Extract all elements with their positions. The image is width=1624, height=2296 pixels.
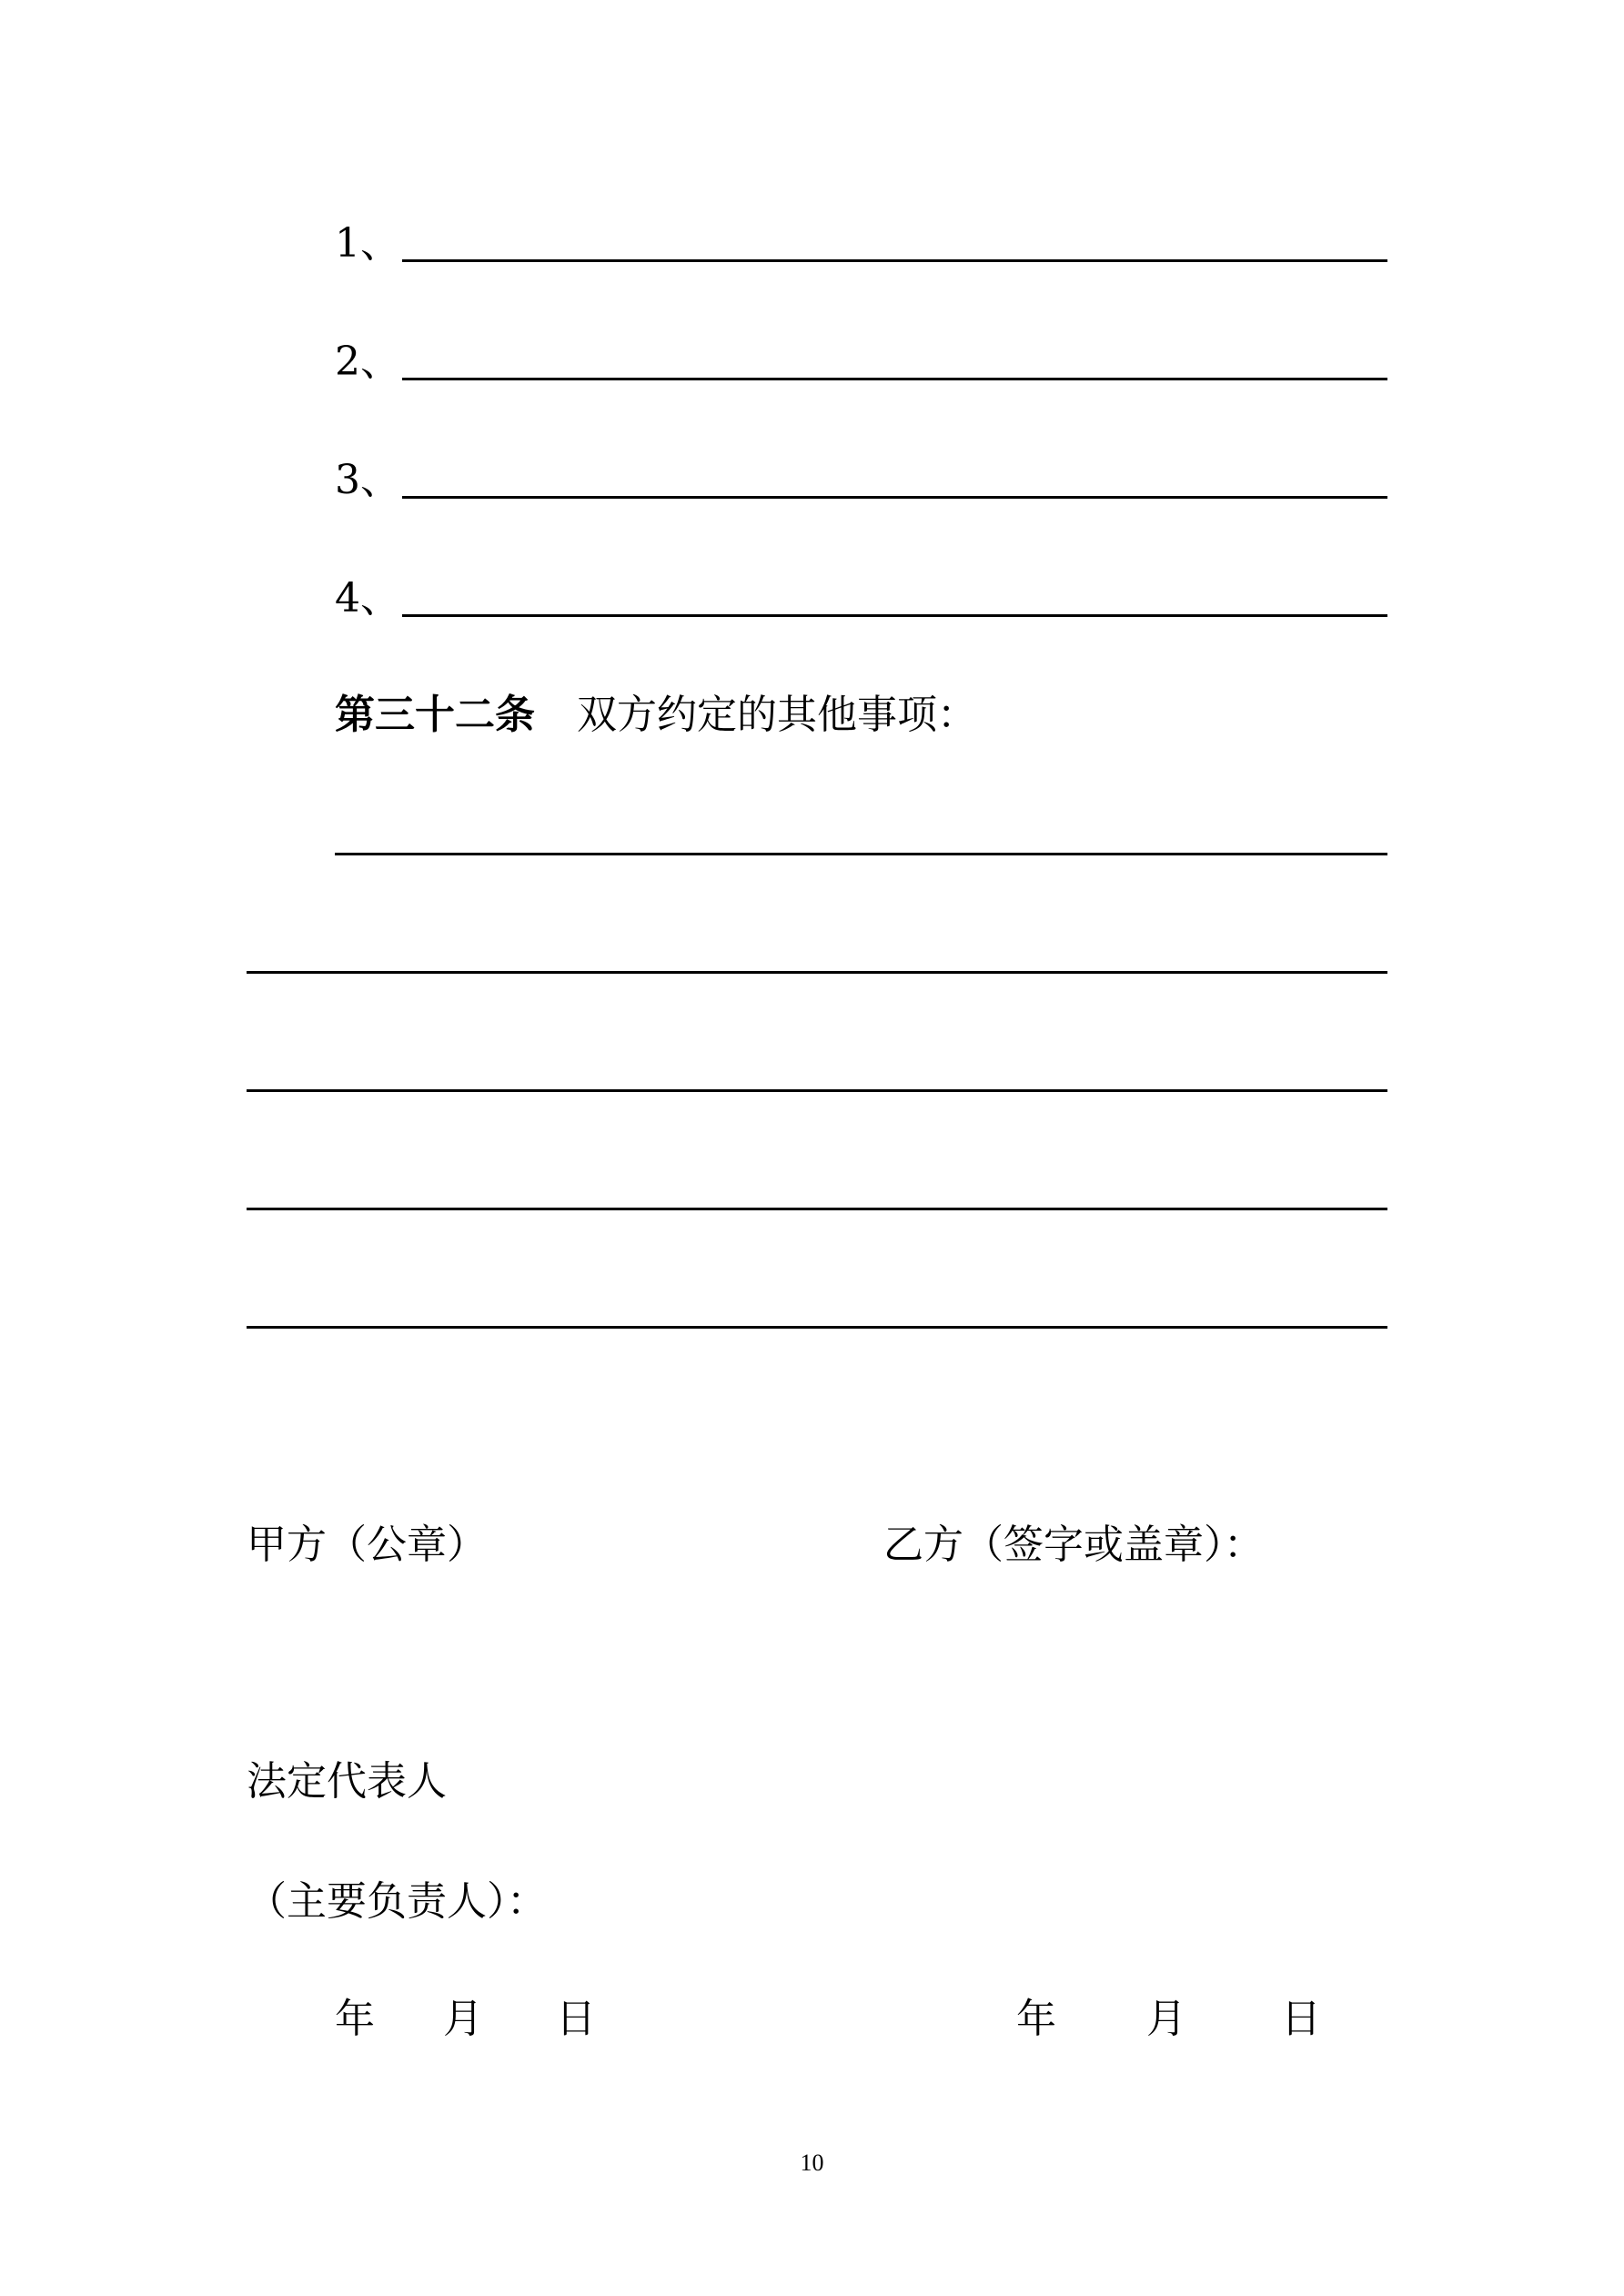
date-b-month: 月 [1146,1996,1186,2042]
article-heading [335,692,977,738]
fill-line-other-1[interactable] [335,853,1387,855]
date-a-year: 年 [335,1996,375,2042]
page-number: 10 [800,2149,824,2176]
fill-line-other-5[interactable] [247,1326,1387,1329]
fill-line-item-1[interactable] [402,259,1387,262]
date-b-year: 年 [1016,1996,1056,2042]
date-a-day: 日 [556,1996,596,2042]
principal-label: （主要负责人）： [247,1878,547,1925]
article-text: 双方约定的其他事项： [577,692,977,738]
legal-rep-label: 法定代表人 [247,1758,447,1805]
date-a-month: 月 [443,1996,483,2042]
party-b-label: 乙方（签字或盖章）： [883,1522,1264,1568]
fill-line-item-3[interactable] [402,496,1387,499]
fill-line-other-2[interactable] [247,971,1387,974]
item-number-1: 1、 [335,220,400,267]
party-a-label: 甲方（公章） [247,1522,487,1568]
item-number-3: 3、 [335,457,400,503]
date-b-day: 日 [1281,1996,1321,2042]
fill-line-other-3[interactable] [247,1089,1387,1092]
fill-line-item-2[interactable] [402,378,1387,380]
fill-line-other-4[interactable] [247,1208,1387,1210]
item-number-4: 4、 [335,575,400,622]
item-number-2: 2、 [335,339,400,385]
fill-line-item-4[interactable] [402,614,1387,617]
article-label: 第三十二条 [335,692,535,738]
